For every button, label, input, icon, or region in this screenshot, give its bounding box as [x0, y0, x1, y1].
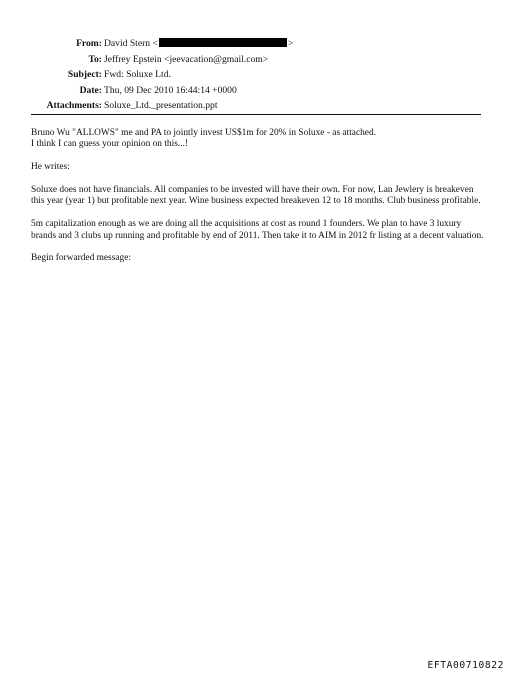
email-headers	[0, 36, 512, 114]
forwarded-message-label: Begin forwarded message:	[31, 253, 131, 264]
from-value	[104, 36, 293, 52]
bates-number: EFTA00710822	[427, 660, 504, 671]
date-value: Thu, 09 Dec 2010 16:44:14 +0000	[104, 84, 237, 96]
subject-row	[0, 67, 512, 83]
to-row	[0, 52, 512, 68]
from-row	[0, 36, 512, 52]
intro-line-1: Bruno Wu "ALLOWS" me and PA to jointly invest US$1m for 20% in Soluxe - as attached.	[31, 128, 377, 138]
to-value: Jeffrey Epstein <jeevacation@gmail.com>	[104, 53, 269, 65]
to-label: To:	[88, 53, 102, 65]
date-label: Date:	[79, 84, 102, 96]
from-name: David Stern <	[104, 38, 158, 49]
attachments-row	[0, 98, 512, 114]
he-writes: He writes:	[31, 162, 70, 173]
attachments-value: Soluxe_Ltd._presentation.ppt	[104, 100, 218, 111]
intro-line-2: I think I can guess your opinion on this...!	[31, 139, 189, 150]
from-label: From:	[76, 38, 102, 49]
intro-paragraph	[31, 128, 486, 151]
subject-value: Fwd: Soluxe Ltd.	[104, 69, 171, 80]
capitalization-paragraph: 5m capitalization enough as we are doing all the acquisitions at cost as round 1 founders. We plan to have 3 luxury brands and 3 clubs up running and profitable by end of 2011. Then take it to AIM in 2012 fr listing at a decent valuation.	[31, 219, 484, 241]
date-row	[0, 83, 512, 99]
financials-paragraph: Soluxe does not have financials. All companies to be invested will have their own. For now, Lan Jewlery is breakeven this year (year 1) but profitable next year. Wine business expected breakeven 12 to 18 months. Club business profitable.	[31, 185, 481, 207]
redaction-bar	[159, 38, 287, 47]
from-close: >	[287, 38, 294, 49]
email-body	[31, 128, 486, 276]
subject-label: Subject:	[67, 69, 102, 80]
header-divider	[31, 114, 481, 115]
attachments-label: Attachments:	[46, 100, 102, 111]
